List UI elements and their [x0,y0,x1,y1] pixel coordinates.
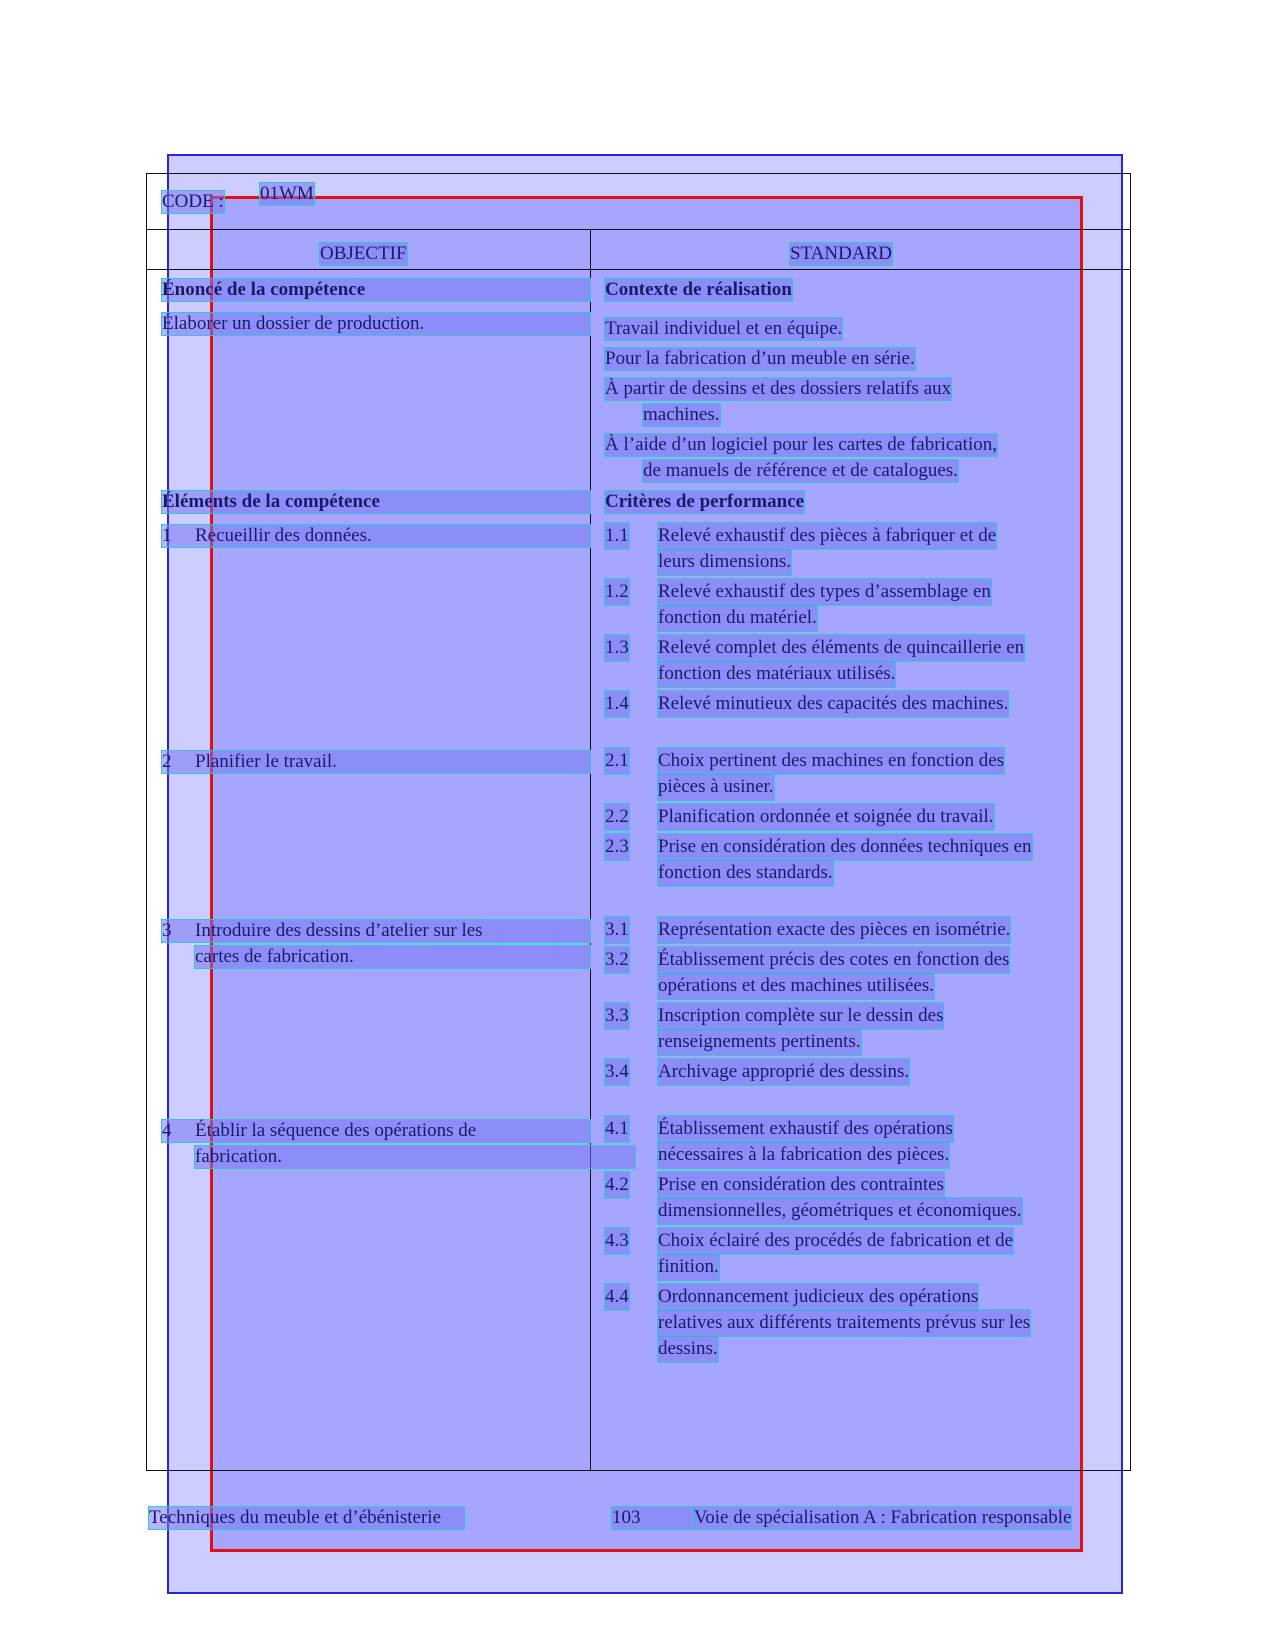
code-label: CODE : [162,191,224,212]
element-row [162,525,590,547]
table-rule-top [146,229,1131,230]
criterion-text: Représentation exacte des pièces en isométrie. [658,917,1010,943]
criterion-text-cont: leurs dimensions. [658,549,791,575]
criterion-text-cont: finition. [658,1254,719,1280]
enonce-heading: Énoncé de la compétence [162,279,590,301]
criterion-text-cont: fonction des matériaux utilisés. [658,661,895,687]
footer-specialisation: Voie de spécialisation A : Fabrication responsable [694,1507,1072,1528]
element-text: Planifier le travail. [195,751,337,772]
element-number: 1 [162,525,172,546]
criterion-number: 1.2 [605,579,629,605]
column-header-objectif: OBJECTIF [320,243,407,264]
element-number: 4 [162,1120,172,1141]
criterion-number: 3.1 [605,917,629,943]
criterion-number: 4.2 [605,1172,629,1198]
element-text: Introduire des dessins d’atelier sur les [195,920,483,941]
criterion-text: Prise en considération des contraintes [658,1172,944,1198]
element-row [162,751,590,773]
criterion-number: 2.3 [605,834,629,860]
criterion-number: 4.1 [605,1116,629,1142]
criterion-number: 1.4 [605,691,629,717]
element-text: Recueillir des données. [195,525,372,546]
criterion-text: Inscription complète sur le dessin des [658,1003,943,1029]
element-text: Établir la séquence des opérations de [195,1120,477,1141]
elements-heading: Éléments de la compétence [162,491,590,513]
contexte-item-cont: machines. [643,404,720,425]
criterion-text: Relevé minutieux des capacités des machines. [658,691,1008,717]
footer-program: Techniques du meuble et d’ébénisterie [149,1507,464,1529]
criterion-text-cont: nécessaires à la fabrication des pièces. [658,1142,949,1168]
criterion-text: Relevé exhaustif des types d’assemblage en [658,579,991,605]
criterion-text: Archivage approprié des dessins. [658,1059,909,1085]
criterion-text: Choix pertinent des machines en fonction des [658,748,1004,774]
contexte-heading: Contexte de réalisation [605,279,792,300]
table-column-divider [590,229,591,1471]
contexte-item: À l’aide d’un logiciel pour les cartes de fabrication, [605,434,997,455]
contexte-item-cont: de manuels de référence et de catalogues. [643,460,958,481]
criteres-heading: Critères de performance [605,491,805,512]
element-number: 3 [162,920,172,941]
criterion-text-cont: dessins. [658,1336,718,1362]
criterion-number: 1.1 [605,523,629,549]
criterion-text: Choix éclairé des procédés de fabrication et de [658,1228,1013,1254]
footer-page-number: 103 [612,1507,694,1529]
element-number: 2 [162,751,172,772]
criterion-number: 4.4 [605,1284,629,1310]
contexte-item: Pour la fabrication d’un meuble en série. [605,348,915,369]
criterion-text: Planification ordonnée et soignée du travail. [658,804,994,830]
element-text-cont: cartes de fabrication. [195,946,590,968]
contexte-item: Travail individuel et en équipe. [605,318,843,339]
element-text-cont: fabrication. [195,1146,635,1168]
criterion-text: Prise en considération des données techniques en [658,834,1032,860]
criterion-text: Relevé exhaustif des pièces à fabriquer et de [658,523,996,549]
contexte-item: À partir de dessins et des dossiers relatifs aux [605,378,952,399]
code-value: 01WM [260,183,314,204]
criterion-text-cont: opérations et des machines utilisées. [658,973,934,999]
criterion-number: 1.3 [605,635,629,661]
element-row [162,1120,590,1142]
criterion-number: 3.2 [605,947,629,973]
criterion-text: Établissement précis des cotes en fonction des [658,947,1009,973]
criterion-number: 3.4 [605,1059,629,1085]
enonce-text: Élaborer un dossier de production. [162,313,590,335]
table-rule-header [146,269,1131,270]
criterion-number: 3.3 [605,1003,629,1029]
criterion-text: Ordonnancement judicieux des opérations [658,1284,978,1310]
criterion-text: Relevé complet des éléments de quincaillerie en [658,635,1024,661]
criterion-text-cont: pièces à usiner. [658,774,774,800]
criterion-text-cont: dimensionnelles, géométriques et économiques. [658,1198,1022,1224]
criterion-text-cont: renseignements pertinents. [658,1029,861,1055]
criterion-text-cont: relatives aux différents traitements prévus sur les [658,1310,1030,1336]
element-row [162,920,590,942]
criterion-number: 2.1 [605,748,629,774]
criterion-text-cont: fonction des standards. [658,860,833,886]
criterion-text: Établissement exhaustif des opérations [658,1116,953,1142]
criterion-text-cont: fonction du matériel. [658,605,817,631]
criterion-number: 2.2 [605,804,629,830]
criterion-number: 4.3 [605,1228,629,1254]
column-header-standard: STANDARD [790,243,892,264]
